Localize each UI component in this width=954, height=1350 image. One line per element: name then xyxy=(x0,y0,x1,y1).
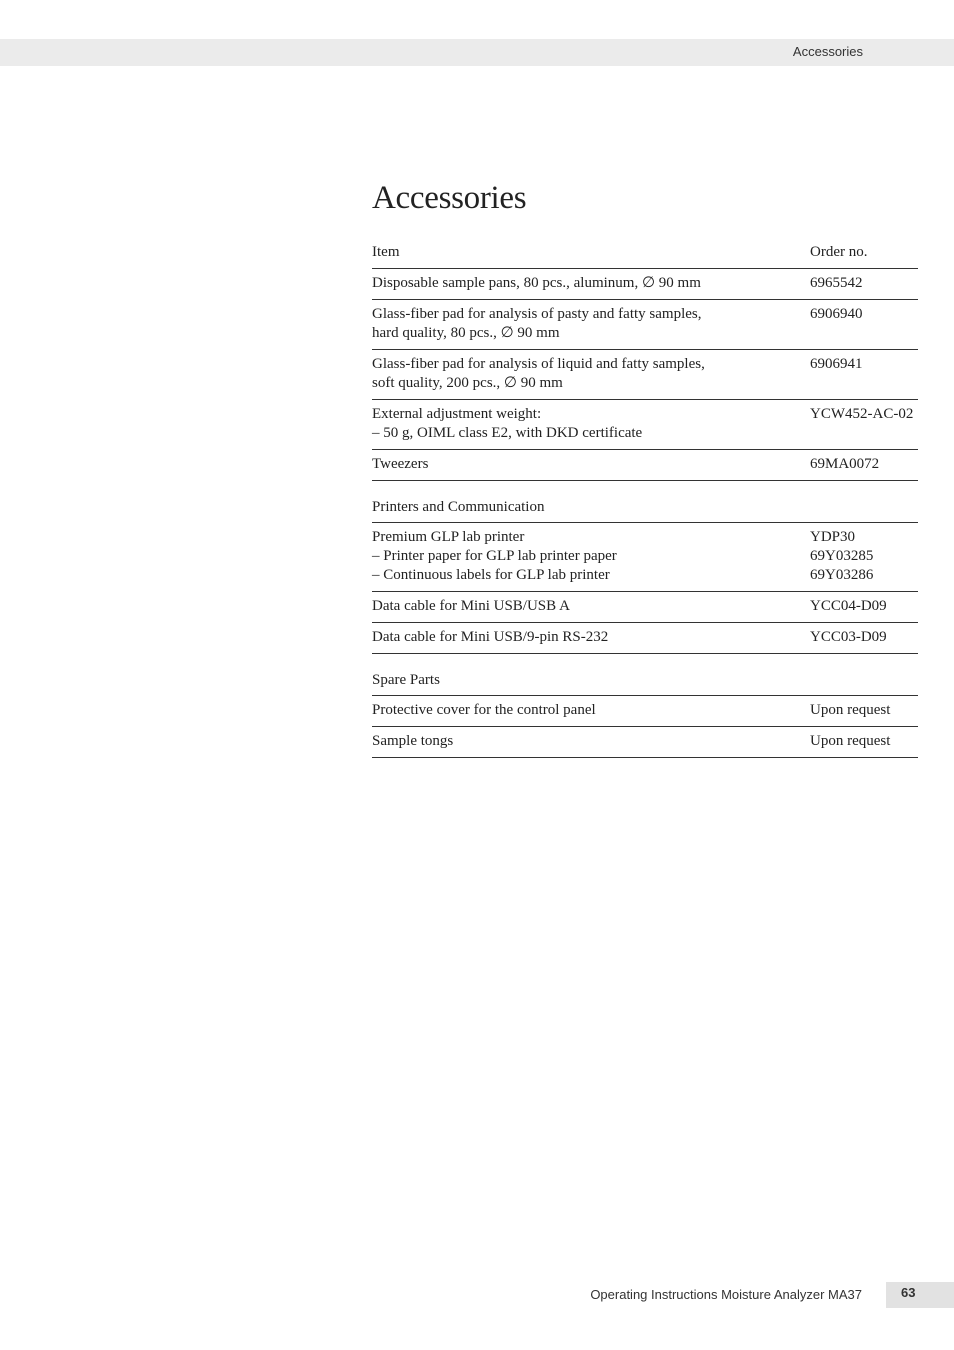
order-number: YCW452-AC-02 xyxy=(810,406,914,422)
table-row xyxy=(372,269,918,300)
page-title: Accessories xyxy=(372,180,527,216)
item-description: Data cable for Mini USB/USB A xyxy=(372,598,570,614)
item-description: External adjustment weight: – 50 g, OIML class E2, with DKD certificate xyxy=(372,406,643,441)
footer-document-title: Operating Instructions Moisture Analyzer MA37 xyxy=(590,1287,862,1302)
order-number: Upon request xyxy=(810,733,891,749)
order-number: 6965542 xyxy=(810,275,863,291)
table-row xyxy=(372,450,918,481)
item-description: Glass-fiber pad for analysis of pasty and fatty samples, hard quality, 80 pcs., ∅ 90 mm xyxy=(372,306,702,341)
table-row xyxy=(372,523,918,592)
order-number: Upon request xyxy=(810,702,891,718)
table-row xyxy=(372,400,918,450)
column-header-order: Order no. xyxy=(810,244,868,260)
order-number: 69MA0072 xyxy=(810,456,880,472)
accessories-table xyxy=(372,240,918,758)
section-heading-label: Printers and Communication xyxy=(372,499,545,515)
item-description: Premium GLP lab printer – Printer paper for GLP lab printer paper – Continuous labels for GLP lab printer xyxy=(372,529,617,583)
item-description: Tweezers xyxy=(372,456,429,472)
item-description: Disposable sample pans, 80 pcs., aluminum, ∅ 90 mm xyxy=(372,275,701,291)
order-number: 6906941 xyxy=(810,356,863,372)
item-description: Data cable for Mini USB/9-pin RS-232 xyxy=(372,629,609,645)
table-row xyxy=(372,696,918,727)
table-row xyxy=(372,727,918,758)
item-description: Sample tongs xyxy=(372,733,454,749)
order-number: 6906940 xyxy=(810,306,863,322)
running-header: Accessories xyxy=(792,44,863,59)
table-header-row xyxy=(372,240,918,269)
table-row xyxy=(372,300,918,350)
table-row xyxy=(372,350,918,400)
order-number: YCC03-D09 xyxy=(810,629,887,645)
page-number-box xyxy=(886,1282,954,1308)
section-heading-label: Spare Parts xyxy=(372,672,440,688)
item-description: Glass-fiber pad for analysis of liquid and fatty samples, soft quality, 200 pcs., ∅ 90 mm xyxy=(372,356,705,391)
page-number: 63 xyxy=(901,1285,916,1300)
item-description: Protective cover for the control panel xyxy=(372,702,596,718)
order-number: YDP30 69Y03285 69Y03286 xyxy=(810,529,874,583)
table-row xyxy=(372,623,918,654)
table-row xyxy=(372,592,918,623)
section-heading-spare-parts xyxy=(372,654,918,696)
column-header-item: Item xyxy=(372,244,400,260)
section-heading-printers xyxy=(372,481,918,523)
order-number: YCC04-D09 xyxy=(810,598,887,614)
